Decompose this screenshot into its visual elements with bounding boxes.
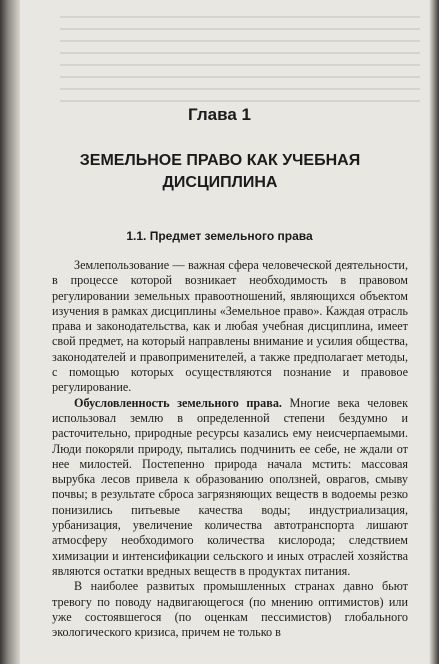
paragraph-2-text: Многие века человек использовал землю в определенной степени бездумно и расточительно, природные ресурсы казались ему неисчерпаемыми. Люди покоряли природу, пытались подчинить ее себе, не ждали от нее милостей. Постепенно природа начала мстить: массовая вырубка лесов привела к образованию оползней, оврагов, смыву почвы; в результате сброса загрязняющих веществ в водоемы резко понизились питьевые качества воды; индустриализация, урбанизация, увеличение количества автотранспорта лишают атмосферу необходимого количества кислорода; следствием химизации и интенсификации сельского и иных отраслей хозяйства являются остатки вредных веществ в продуктах питания. <box>52 395 408 578</box>
paragraph-1: Землепользование — важная сфера человеческой деятельности, в процессе которой возникает необходимость в правовом регулировании земельных правоотношений, являющихся объектом изучения в рамках дисциплины «Земельное право». Каждая отрасль права и законодательства, как и любая учебная дисциплина, имеет свой предмет, на который направлены внимание и усилия общества, законодателей и правоприменителей, а также предполагает методы, с помощью которых осуществляются познание и правовое регулирование. <box>52 258 408 395</box>
paragraph-3: В наиболее развитых промышленных странах давно бьют тревогу по поводу надвигающегося (по мнению оптимистов) или уже состоявшегося (по оценкам пессимистов) глобального экологического кризиса, причем не только в <box>52 579 408 640</box>
paragraph-2-lead: Обусловленность земельного права. <box>74 395 282 410</box>
page-spine-shadow <box>0 0 20 664</box>
chapter-title: ЗЕМЕЛЬНОЕ ПРАВО КАК УЧЕБНАЯ ДИСЦИПЛИНА <box>79 152 361 191</box>
chapter-label: Глава 1 <box>188 105 251 124</box>
show-through-text <box>60 6 420 116</box>
body-text <box>52 258 408 640</box>
paragraph-2 <box>52 396 408 580</box>
page-edge-shadow <box>429 0 439 664</box>
section-title: 1.1. Предмет земельного права <box>126 229 313 243</box>
